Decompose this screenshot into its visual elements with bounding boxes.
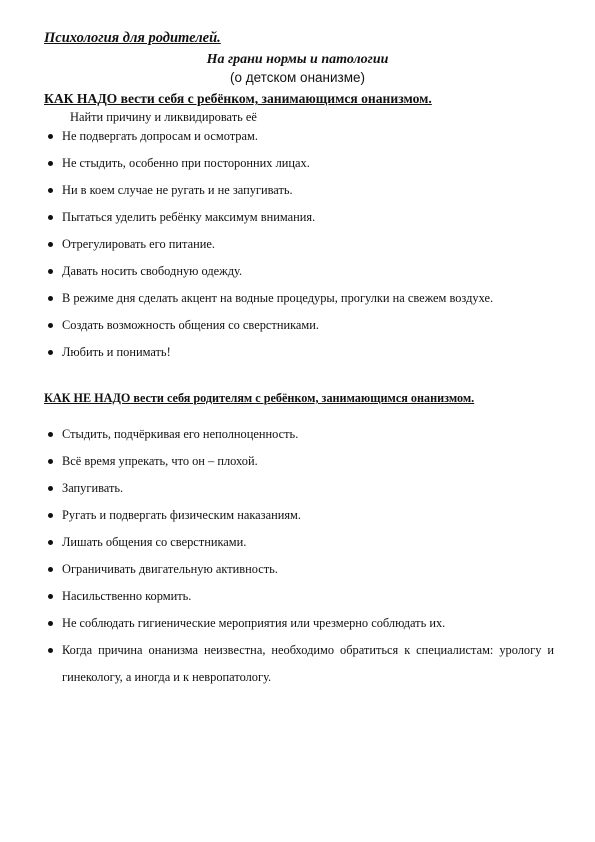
- section-do-intro: Найти причину и ликвидировать её: [70, 110, 257, 124]
- list-item: Когда причина онанизма неизвестна, необходимо обратиться к специалистам: урологу и гинекологу, а иногда и к невропатологу.: [44, 637, 554, 691]
- bullet-icon: [48, 486, 53, 491]
- list-item: Не стыдить, особенно при посторонних лицах.: [44, 155, 554, 171]
- bullet-icon: [48, 567, 53, 572]
- list-item: Ни в коем случае не ругать и не запугивать.: [44, 182, 554, 198]
- document-title: Психология для родителей.: [44, 30, 221, 46]
- bullet-icon: [48, 540, 53, 545]
- list-item: Не соблюдать гигиенические мероприятия или чрезмерно соблюдать их.: [44, 615, 554, 631]
- bullet-icon: [48, 513, 53, 518]
- list-item: Пытаться уделить ребёнку максимум внимания.: [44, 209, 554, 225]
- list-item: Отрегулировать его питание.: [44, 236, 554, 252]
- list-item: Не подвергать допросам и осмотрам.: [44, 128, 554, 144]
- list-item: В режиме дня сделать акцент на водные процедуры, прогулки на свежем воздухе.: [44, 290, 554, 306]
- bullet-icon: [48, 134, 53, 139]
- document-subtitle-topic: (о детском онанизме): [229, 70, 365, 85]
- list-item: Стыдить, подчёркивая его неполноценность.: [44, 426, 554, 442]
- bullet-icon: [48, 323, 53, 328]
- list-item: Ругать и подвергать физическим наказаниям.: [44, 507, 554, 523]
- list-item: Ограничивать двигательную активность.: [44, 561, 554, 577]
- list-item: Любить и понимать!: [44, 344, 554, 360]
- list-item: Запугивать.: [44, 480, 554, 496]
- bullet-icon: [48, 621, 53, 626]
- bullet-icon: [48, 432, 53, 437]
- bullet-icon: [48, 161, 53, 166]
- list-item: Лишать общения со сверстниками.: [44, 534, 554, 550]
- bullet-icon: [48, 242, 53, 247]
- section-dont-heading: КАК НЕ НАДО вести себя родителям с ребёнком, занимающимся онанизмом.: [44, 391, 475, 405]
- document-subtitle: На грани нормы и патологии: [206, 52, 389, 67]
- bullet-icon: [48, 459, 53, 464]
- list-item: Создать возможность общения со сверстниками.: [44, 317, 554, 333]
- bullet-icon: [48, 648, 53, 653]
- list-item: Насильственно кормить.: [44, 588, 554, 604]
- bullet-icon: [48, 594, 53, 599]
- bullet-icon: [48, 188, 53, 193]
- bullet-icon: [48, 350, 53, 355]
- bullet-icon: [48, 269, 53, 274]
- bullet-icon: [48, 215, 53, 220]
- list-item: Всё время упрекать, что он – плохой.: [44, 453, 554, 469]
- list-item: Давать носить свободную одежду.: [44, 263, 554, 279]
- bullet-icon: [48, 296, 53, 301]
- section-do-heading: КАК НАДО вести себя с ребёнком, занимающимся онанизмом.: [44, 91, 432, 106]
